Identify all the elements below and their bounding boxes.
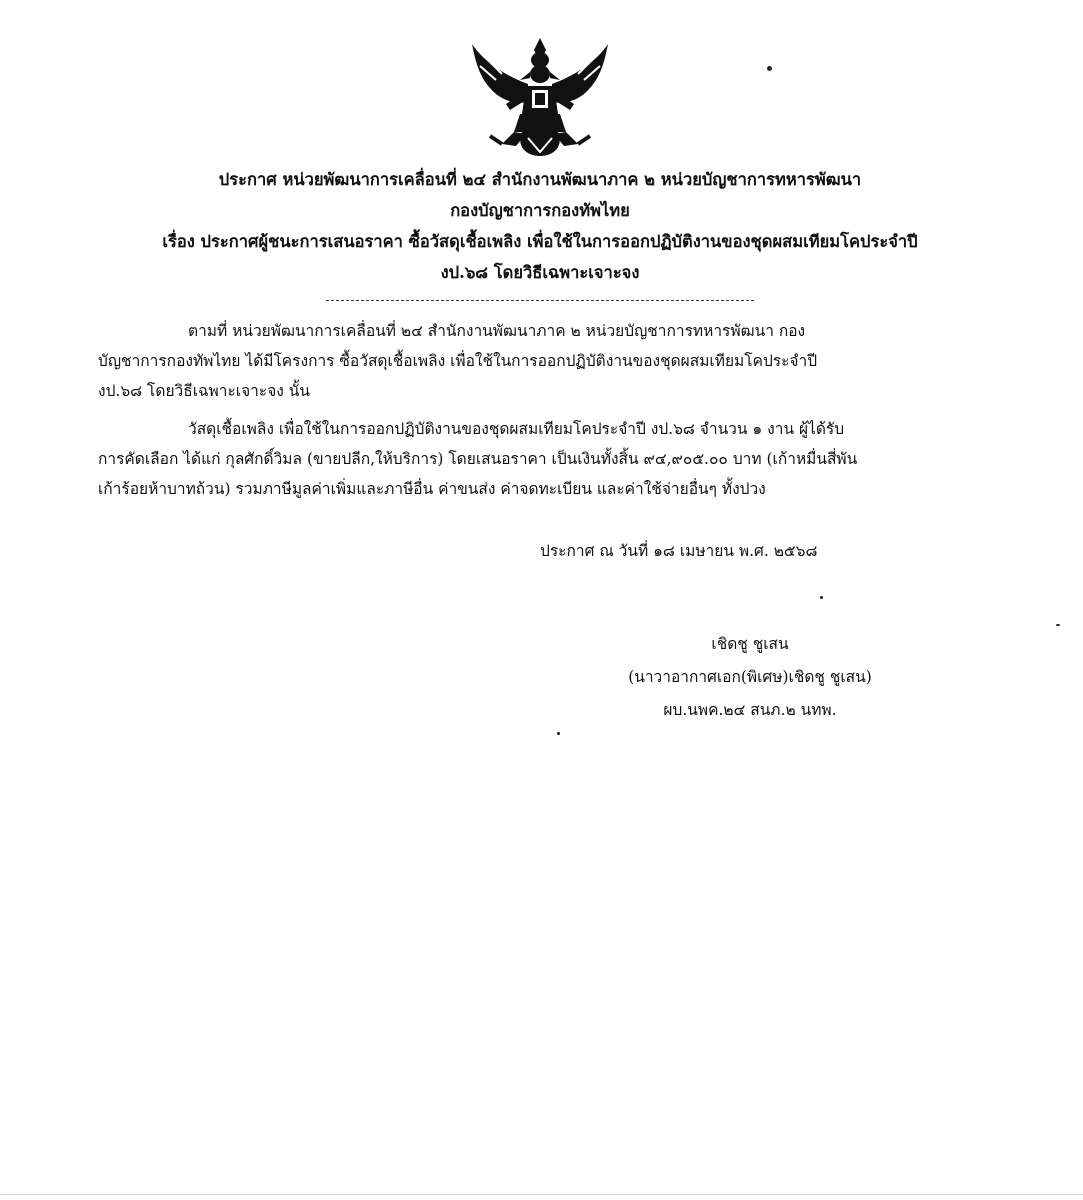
- page-bottom-edge: [0, 1194, 1083, 1195]
- signer-position: ผบ.นพค.๒๔ สนภ.๒ นทพ.: [663, 701, 837, 719]
- header-subject-continuation: งป.๖๘ โดยวิธีเฉพาะเจาะจง: [440, 263, 640, 282]
- paragraph-line: เก้าร้อยห้าบาทถ้วน) รวมภาษีมูลค่าเพิ่มและภาษีอื่น ค่าขนส่ง ค่าจดทะเบียน และค่าใช้จ่ายอื่นๆ ทั้งปวง: [98, 480, 766, 498]
- signer-signature: เชิดชู ชูเสน: [711, 635, 789, 653]
- paragraph-line: ตามที่ หน่วยพัฒนาการเคลื่อนที่ ๒๔ สำนักงานพัฒนาภาค ๒ หน่วยบัญชาการทหารพัฒนา กอง: [188, 322, 806, 340]
- paragraph-line: วัสดุเชื้อเพลิง เพื่อใช้ในการออกปฏิบัติงานของชุดผสมเทียมโคประจำปี งป.๖๘ จำนวน ๑ งาน ผู้ได้รับ: [188, 420, 845, 438]
- header-subject-line: เรื่อง ประกาศผู้ชนะการเสนอราคา ซื้อวัสดุเชื้อเพลิง เพื่อใช้ในการออกปฏิบัติงานของชุดผสมเทียมโคประจำปี: [162, 232, 918, 251]
- paragraph-line: งป.๖๘ โดยวิธีเฉพาะเจาะจง นั้น: [98, 382, 310, 400]
- scan-speck: [820, 596, 823, 599]
- signature-block: [560, 628, 940, 727]
- scan-speck: [557, 732, 560, 735]
- signer-full-name: (นาวาอากาศเอก(พิเศษ)เชิดชู ชูเสน): [628, 668, 872, 686]
- body-paragraph-2: [98, 414, 970, 504]
- header-title-line: ประกาศ หน่วยพัฒนาการเคลื่อนที่ ๒๔ สำนักงานพัฒนาภาค ๒ หน่วยบัญชาการทหารพัฒนา: [218, 170, 862, 189]
- scan-speck: [1056, 624, 1060, 626]
- announcement-date: ประกาศ ณ วันที่ ๑๘ เมษายน พ.ศ. ๒๕๖๘: [540, 542, 818, 560]
- garuda-emblem-icon: [466, 36, 614, 158]
- body-paragraph-1: [98, 316, 970, 406]
- paragraph-line: บัญชาการกองทัพไทย ได้มีโครงการ ซื้อวัสดุเชื้อเพลิง เพื่อใช้ในการออกปฏิบัติงานของชุดผสมเทียมโคประจำปี: [98, 352, 818, 370]
- header-divider: [326, 300, 754, 301]
- scan-speck: [767, 66, 772, 71]
- header-organization-line: กองบัญชาการกองทัพไทย: [450, 201, 630, 220]
- paragraph-line: การคัดเลือก ได้แก่ กุลศักดิ์วิมล (ขายปลีก,ให้บริการ) โดยเสนอราคา เป็นเงินทั้งสิ้น ๙๔,๙๐๕.๐๐ บาท (เก้าหมื่นสี่พัน: [98, 450, 858, 468]
- announcement-header: [90, 164, 990, 288]
